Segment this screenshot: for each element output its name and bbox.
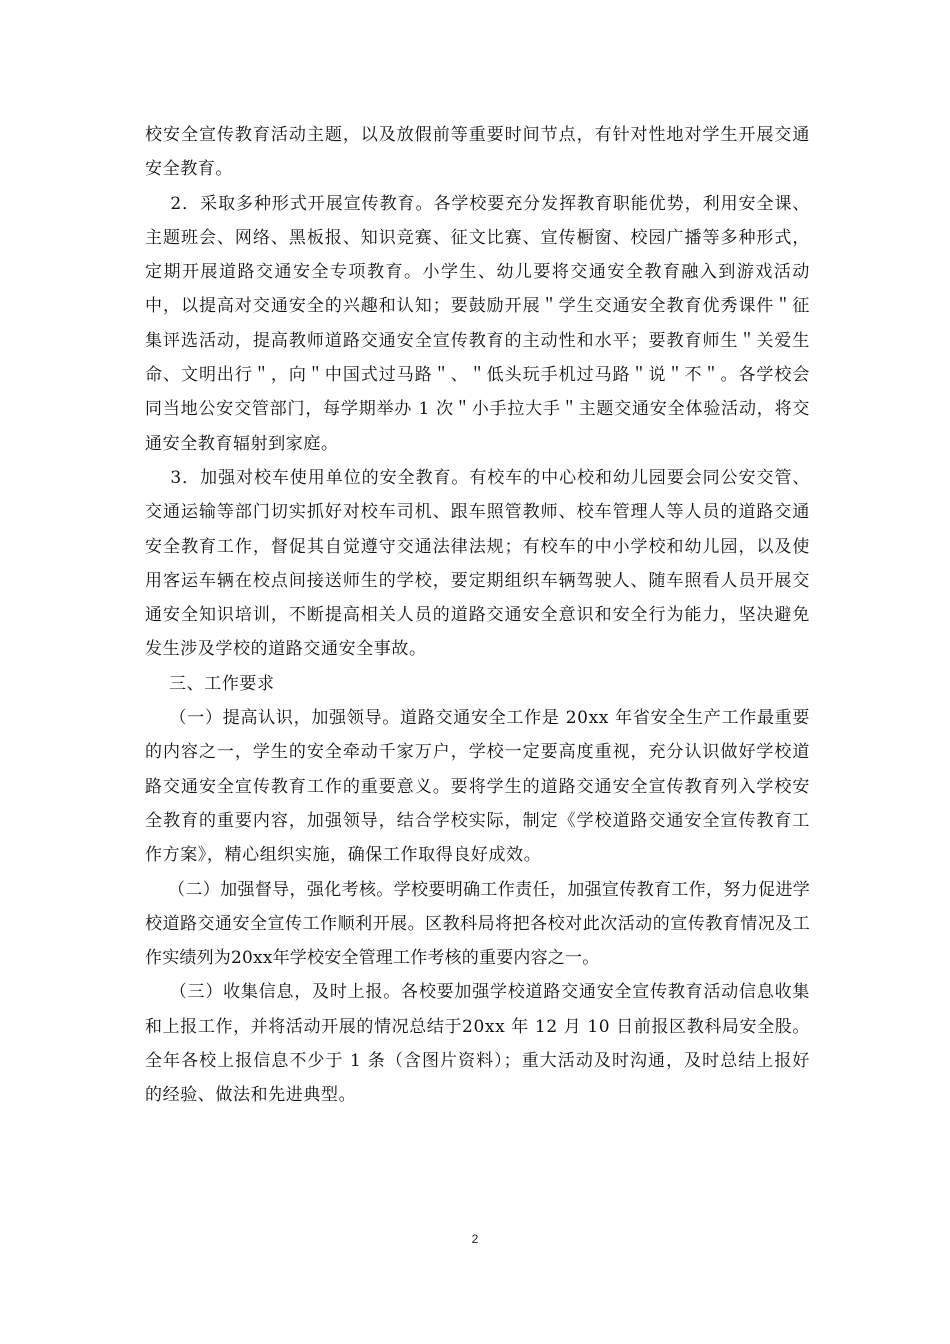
section-heading-work-requirements: 三、工作要求 (145, 673, 275, 694)
paragraph-item-3-school-bus-education: 3．加强对校车使用单位的安全教育。有校车的中心校和幼儿园要会同公安交管、交通运输等部门切实抓好对校车司机、跟车照管教师、校车管理人等人员的道路交通安全教育工作，督促其自觉遵守交通法律法规；有校车的中小学校和幼儿园，以及使用客运车辆在校点间接送师生的学校，要定期组织车辆驾驶人、随车照看人员开展交通安全知识培训，不断提高相关人员的道路交通安全意识和安全行为能力，坚决避免发生涉及学校的道路交通安全事故。 (145, 467, 810, 660)
paragraph-item-2-publicity-forms: 2．采取多种形式开展宣传教育。各学校要充分发挥教育职能优势，利用安全课、主题班会、网络、黑板报、知识竞赛、征文比赛、宣传橱窗、校园广播等多种形式，定期开展道路交通安全专项教育。小学生、幼儿要将交通安全教育融入到游戏活动中，以提高对交通安全的兴趣和认知；要鼓励开展＂学生交通安全教育优秀课件＂征集评选活动，提高教师道路交通安全宣传教育的主动性和水平；要教育师生＂关爱生命、文明出行＂，向＂中国式过马路＂、＂低头玩手机过马路＂说＂不＂。各学校会同当地公安交管部门，每学期举办 1 次＂小手拉大手＂主题交通安全体验活动，将交通安全教育辐射到家庭。 (145, 193, 810, 454)
page-number: 2 (471, 1232, 479, 1246)
paragraph-requirement-3-reporting: （三）收集信息，及时上报。各校要加强学校道路交通安全宣传教育活动信息收集和上报工作，并将活动开展的情况总结于20xx 年 12 月 10 日前报区教科局安全股。全年各校上报信息不少于 1 条（含图片资料）；重大活动及时沟通，及时总结上报好的经验、做法和先进典型。 (145, 982, 810, 1106)
paragraph-continuation: 校安全宣传教育活动主题，以及放假前等重要时间节点，有针对性地对学生开展交通安全教育。 (145, 125, 810, 180)
document-body (145, 118, 810, 1113)
paragraph-requirement-2-supervision: （二）加强督导，强化考核。学校要明确工作责任，加强宣传教育工作，努力促进学校道路交通安全宣传工作顺利开展。区教科局将把各校对此次活动的宣传教育情况及工作实绩列为20xx年学校安全管理工作考核的重要内容之一。 (145, 879, 810, 969)
paragraph-requirement-1-awareness: （一）提高认识，加强领导。道路交通安全工作是 20xx 年省安全生产工作最重要的内容之一，学生的安全牵动千家万户，学校一定要高度重视，充分认识做好学校道路交通安全宣传教育工作的重要意义。要将学生的道路交通安全宣传教育列入学校安全教育的重要内容，加强领导，结合学校实际，制定《学校道路交通安全宣传教育工作方案》，精心组织实施，确保工作取得良好成效。 (145, 708, 811, 866)
